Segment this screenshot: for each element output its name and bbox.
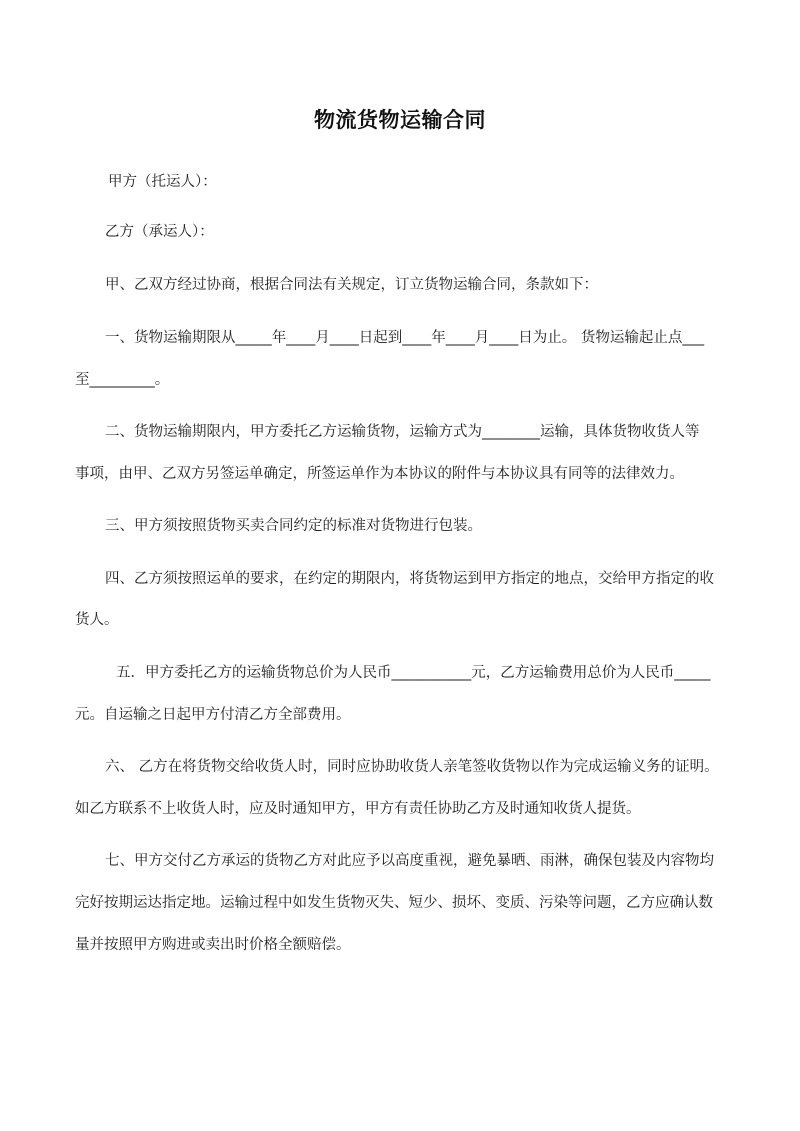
- clause-4-line-2: 货人。: [75, 612, 119, 628]
- clause-7-line-3: 量并按照甲方购进或卖出时价格全额赔偿。: [75, 937, 351, 953]
- clause-7-line-1: 七、甲方交付乙方承运的货物乙方对此应予以高度重视，避免暴晒、雨淋，确保包装及内容物均: [105, 853, 714, 869]
- clause-6-line-1: 六、 乙方在将货物交给收货人时，同时应协助收货人亲笔签收货物以作为完成运输义务的证明。: [105, 759, 719, 775]
- party-a-label: 甲方（托运人）：: [108, 174, 217, 190]
- clause-3: 三、甲方须按照货物买卖合同约定的标准对货物进行包装。: [105, 518, 482, 534]
- clause-5-line-2: 元。自运输之日起甲方付清乙方全部费用。: [75, 707, 351, 723]
- clause-5-line-1: 五．甲方委托乙方的运输货物总价为人民币___________元，乙方运输费用总价为人民币_____: [116, 665, 711, 681]
- clause-6-line-2: 如乙方联系不上收货人时，应及时通知甲方，甲方有责任协助乙方及时通知收货人提货。: [75, 801, 641, 817]
- clause-4-line-1: 四、乙方须按照运单的要求，在约定的期限内，将货物运到甲方指定的地点，交给甲方指定的收: [105, 571, 714, 587]
- clause-7-line-2: 完好按期运达指定地。运输过程中如发生货物灭失、短少、损坏、变质、污染等问题，乙方应确认数: [75, 895, 713, 911]
- clause-1-line-1: 一、货物运输期限从_____年____月____日起到____年____月____日为止。 货物运输起止点___: [105, 330, 705, 346]
- clause-2-line-2: 事项，由甲、乙双方另签运单确定，所签运单作为本协议的附件与本协议具有同等的法律效力。: [75, 466, 684, 482]
- clause-1-line-2: 至_________。: [75, 372, 170, 388]
- party-b-label: 乙方（承运人）：: [105, 224, 214, 240]
- document-title: 物流货物运输合同: [314, 108, 486, 132]
- clause-2-line-1: 二、货物运输期限内，甲方委托乙方运输货物，运输方式为________运输，具体货物收货人等: [105, 424, 700, 440]
- intro-paragraph: 甲、乙双方经过协商，根据合同法有关规定，订立货物运输合同，条款如下：: [105, 277, 598, 293]
